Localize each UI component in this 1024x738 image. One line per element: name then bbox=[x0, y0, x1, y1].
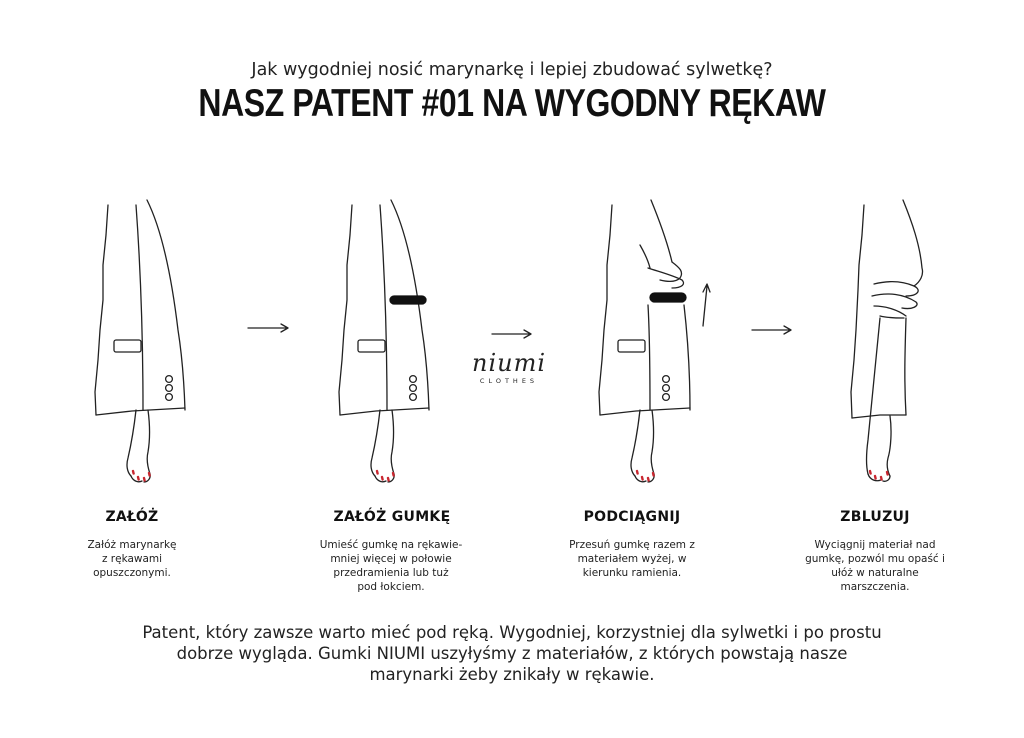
niumi-logo: niumi bbox=[471, 349, 547, 377]
step-3-title: PODCIĄGNIJ bbox=[583, 509, 681, 525]
arrow-right-icon bbox=[752, 326, 791, 334]
illustration-step-1 bbox=[95, 200, 185, 482]
step-4-title: ZBLUZUJ bbox=[840, 509, 910, 525]
arrow-right-icon bbox=[492, 330, 531, 338]
illustration-step-2 bbox=[339, 200, 429, 482]
arrow-right-icon bbox=[248, 324, 288, 332]
footer-text: Patent, który zawsze warto mieć pod ręką. Wygodniej, korzystniej dla sylwetki i po prostu dobrze wygląda. Gumki NIUMI uszyłyśmy z materiałów, z których powstają nasze marynarki żeby znikały w rękawie. bbox=[142, 623, 882, 684]
step-1-title: ZAŁÓŻ bbox=[105, 509, 159, 525]
illustration-step-4 bbox=[851, 200, 923, 481]
step-2-description: Umieść gumkę na rękawie- mniej więcej w połowie przedramienia lub tuż pod łokciem. bbox=[319, 539, 463, 593]
elastic-band bbox=[390, 296, 426, 304]
step-4-description: Wyciągnij materiał nad gumkę, pozwól mu opaść i ułóż w naturalne marszczenia. bbox=[805, 539, 945, 593]
step-3-description: Przesuń gumkę razem z materiałem wyżej, w kierunku ramienia. bbox=[569, 539, 695, 579]
nail-marks bbox=[133, 471, 150, 481]
niumi-logo-subtext: CLOTHES bbox=[479, 377, 539, 385]
step-1-description: Załóż marynarkę z rękawami opuszczonymi. bbox=[87, 539, 177, 579]
illustration-step-3 bbox=[599, 200, 710, 482]
arrow-up-icon bbox=[703, 284, 710, 326]
page-title: NASZ PATENT #01 NA WYGODNY RĘKAW bbox=[198, 82, 826, 125]
page-subtitle: Jak wygodniej nosić marynarkę i lepiej zbudować sylwetkę? bbox=[251, 60, 773, 80]
step-2-title: ZAŁÓŻ GUMKĘ bbox=[333, 509, 451, 525]
